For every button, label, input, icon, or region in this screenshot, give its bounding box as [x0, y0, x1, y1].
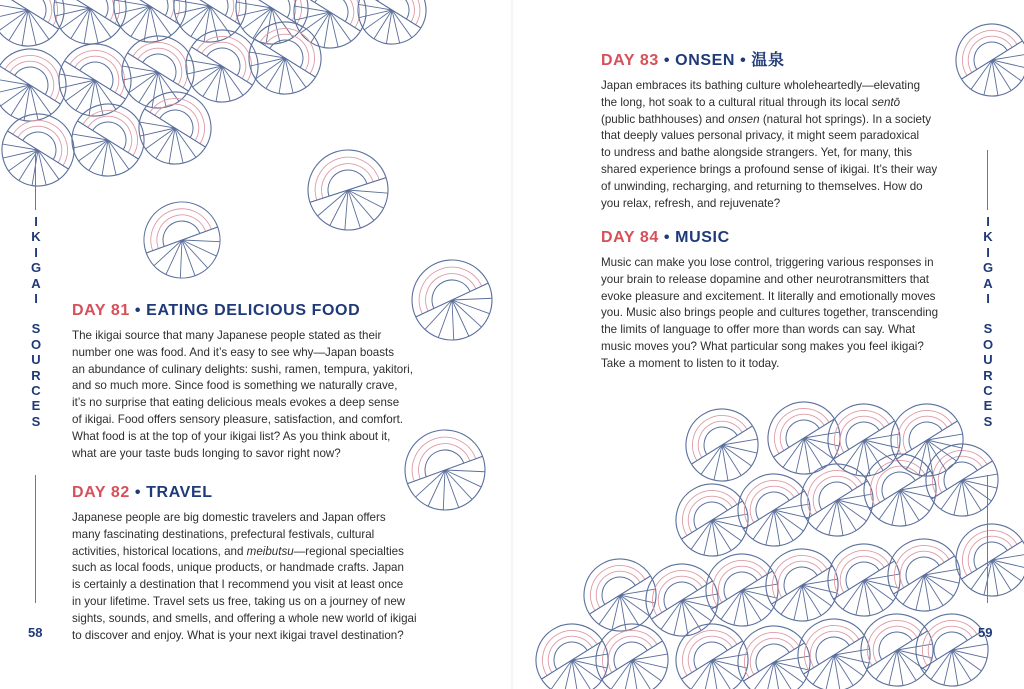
fan-motif	[814, 390, 913, 489]
day-topic: TRAVEL	[146, 484, 213, 501]
day-topic: MUSIC	[675, 229, 730, 246]
text-line: in your lifetime. Travel sets us free, taking us on a journey of new	[72, 594, 406, 608]
side-label-letter: R	[983, 367, 993, 383]
text-line: an abundance of culinary delights: sushi, ramen, tempura, yakitori,	[72, 362, 413, 376]
section-heading	[601, 229, 949, 247]
text-line: of ikigai. Food offers sensory pleasure, satisfaction, and comfort.	[72, 412, 404, 426]
section-heading	[72, 302, 420, 320]
side-label-letter: A	[983, 275, 993, 291]
text-line: of unwinding, recharging, and returning to themselves. How do	[601, 179, 923, 193]
day-topic: EATING DELICIOUS FOOD	[146, 302, 361, 319]
bullet: •	[663, 229, 671, 246]
side-rule-bottom	[987, 475, 988, 603]
side-label-letter: I	[986, 244, 990, 260]
side-rule-top	[35, 150, 36, 210]
side-label-letter: O	[982, 336, 994, 352]
italic-term: meibutsu	[246, 544, 294, 558]
fan-motif	[133, 191, 230, 288]
text-line: —regional specialties	[293, 544, 404, 558]
bullet: •	[740, 52, 747, 69]
side-label-letter: I	[34, 291, 38, 307]
text-line: the limits of language to offer more than words can say. What	[601, 323, 916, 337]
fan-motif	[58, 90, 157, 189]
text-line: to discover and enjoy. What is your next ikigai travel destination?	[72, 628, 404, 642]
fan-motif	[754, 388, 853, 487]
side-label-letter: U	[983, 352, 993, 368]
text-line: to undress and bathe alongside strangers. Yet, for many, this	[601, 146, 913, 160]
text-line: you. Music also brings people and cultures together, transcending	[601, 306, 939, 320]
side-label-letter: S	[983, 413, 993, 429]
section-heading	[72, 484, 420, 502]
side-rule-bottom	[35, 475, 36, 603]
fan-motif	[752, 535, 851, 634]
fan-motif	[570, 545, 669, 644]
page-number: 59	[978, 625, 993, 640]
text-line: many fascinating destinations, prefectural festivals, cultural	[72, 527, 375, 541]
text-line: activities, historical locations, and	[72, 544, 244, 558]
text-line: that deeply values personal privacy, it might seem paradoxical	[601, 129, 920, 143]
bullet: •	[134, 302, 142, 319]
section-body	[601, 78, 949, 212]
text-line: (natural hot springs). In a society	[762, 112, 932, 126]
text-line: Japan embraces its bathing culture wholeheartedly—elevating	[601, 79, 921, 92]
section-day-82	[72, 484, 420, 644]
side-label-letter: K	[983, 229, 993, 245]
text-line: Japanese people are big domestic travelers and Japan offers	[72, 511, 386, 524]
fan-motif	[912, 430, 1011, 529]
day-topic: ONSEN	[675, 52, 736, 69]
text-line: you relax, refresh, and rejuvenate?	[601, 196, 781, 210]
side-label-ikigai-sources	[29, 214, 43, 429]
text-line: (public bathhouses) and	[601, 112, 725, 126]
fan-motif	[298, 140, 399, 241]
text-line: What food is at the top of your ikigai list? As you think about it,	[72, 429, 391, 443]
side-label-letter: E	[983, 398, 993, 414]
fan-motif	[850, 440, 949, 539]
section-day-81	[72, 302, 420, 462]
text-line: Music can make you lose control, triggering various responses in	[601, 256, 934, 269]
side-label-letter: I	[986, 214, 990, 229]
fan-motif	[724, 612, 823, 689]
side-label-letter: C	[31, 383, 41, 399]
fan-motif	[784, 605, 883, 689]
text-line: the long, hot soak to a cultural ritual through its local	[601, 95, 869, 109]
section-body	[72, 510, 420, 644]
section-day-84	[601, 229, 949, 373]
side-label-letter: G	[30, 260, 42, 276]
text-line: is certainly a destination that I recommend you visit at least once	[72, 578, 404, 592]
fan-motif	[125, 78, 224, 177]
side-label-letter: K	[31, 229, 41, 245]
day-number: DAY 81	[72, 302, 130, 319]
section-body	[72, 328, 420, 462]
text-line: it’s no surprise that eating delicious meals evokes a deep sense	[72, 396, 400, 410]
fan-motif	[0, 100, 88, 199]
day-number: DAY 83	[601, 52, 659, 69]
side-label-letter: C	[983, 383, 993, 399]
side-label-letter: S	[31, 321, 41, 337]
text-line: your brain to release dopamine and other neurotransmitters that	[601, 272, 930, 286]
text-line: and so much more. Since food is something we naturally crave,	[72, 379, 398, 393]
text-line: sights, sounds, and smells, and offering a whole new world of ikigai	[72, 611, 417, 625]
fan-motif	[877, 390, 976, 489]
side-label-letter: I	[986, 291, 990, 307]
side-label-letter: O	[30, 336, 42, 352]
side-label-letter: I	[34, 214, 38, 229]
fan-motif	[902, 600, 1001, 689]
text-line: what are your taste buds longing to savor right now?	[72, 446, 341, 460]
fan-motif	[522, 610, 621, 689]
side-label-letter: U	[31, 352, 41, 368]
side-label-letter: G	[982, 260, 994, 276]
day-number: DAY 82	[72, 484, 130, 501]
day-topic-japanese: 温泉	[751, 52, 785, 69]
side-label-letter: R	[31, 367, 41, 383]
text-line: The ikigai source that many Japanese people stated as their	[72, 329, 382, 342]
bullet: •	[663, 52, 671, 69]
fan-motif	[0, 35, 80, 134]
italic-term: sentō	[871, 95, 901, 109]
fan-motif	[40, 0, 139, 58]
side-label-letter: S	[983, 321, 993, 337]
fan-motif	[45, 30, 144, 129]
italic-term: onsen	[727, 112, 760, 126]
page-number: 58	[28, 625, 43, 640]
side-label-ikigai-sources	[981, 214, 995, 429]
fan-motif	[942, 10, 1024, 109]
section-body	[601, 255, 949, 373]
text-line: such as local foods, unique products, or handmade crafts. Japan	[72, 561, 404, 575]
text-line: Take a moment to listen to it today.	[601, 356, 780, 370]
section-heading	[601, 47, 949, 70]
side-label-letter: S	[31, 413, 41, 429]
text-line: shared experience brings a profound sense of ikigai. It’s their way	[601, 162, 938, 176]
side-rule-top	[987, 150, 988, 210]
bullet: •	[134, 484, 142, 501]
right-page	[512, 0, 1024, 689]
text-line: evoke pleasure and excitement. It literally and emotionally moves	[601, 289, 936, 303]
section-day-83	[601, 47, 949, 212]
book-gutter	[510, 0, 514, 689]
day-number: DAY 84	[601, 229, 659, 246]
text-line: music moves you? What particular song makes you feel ikigai?	[601, 339, 924, 353]
side-label-letter: I	[34, 244, 38, 260]
fan-motif	[672, 395, 771, 494]
text-line: number one was food. And it’s easy to see why—Japan boasts	[72, 345, 395, 359]
side-label-letter: E	[31, 398, 41, 414]
fan-motif	[0, 0, 78, 60]
side-label-letter: A	[31, 275, 41, 291]
